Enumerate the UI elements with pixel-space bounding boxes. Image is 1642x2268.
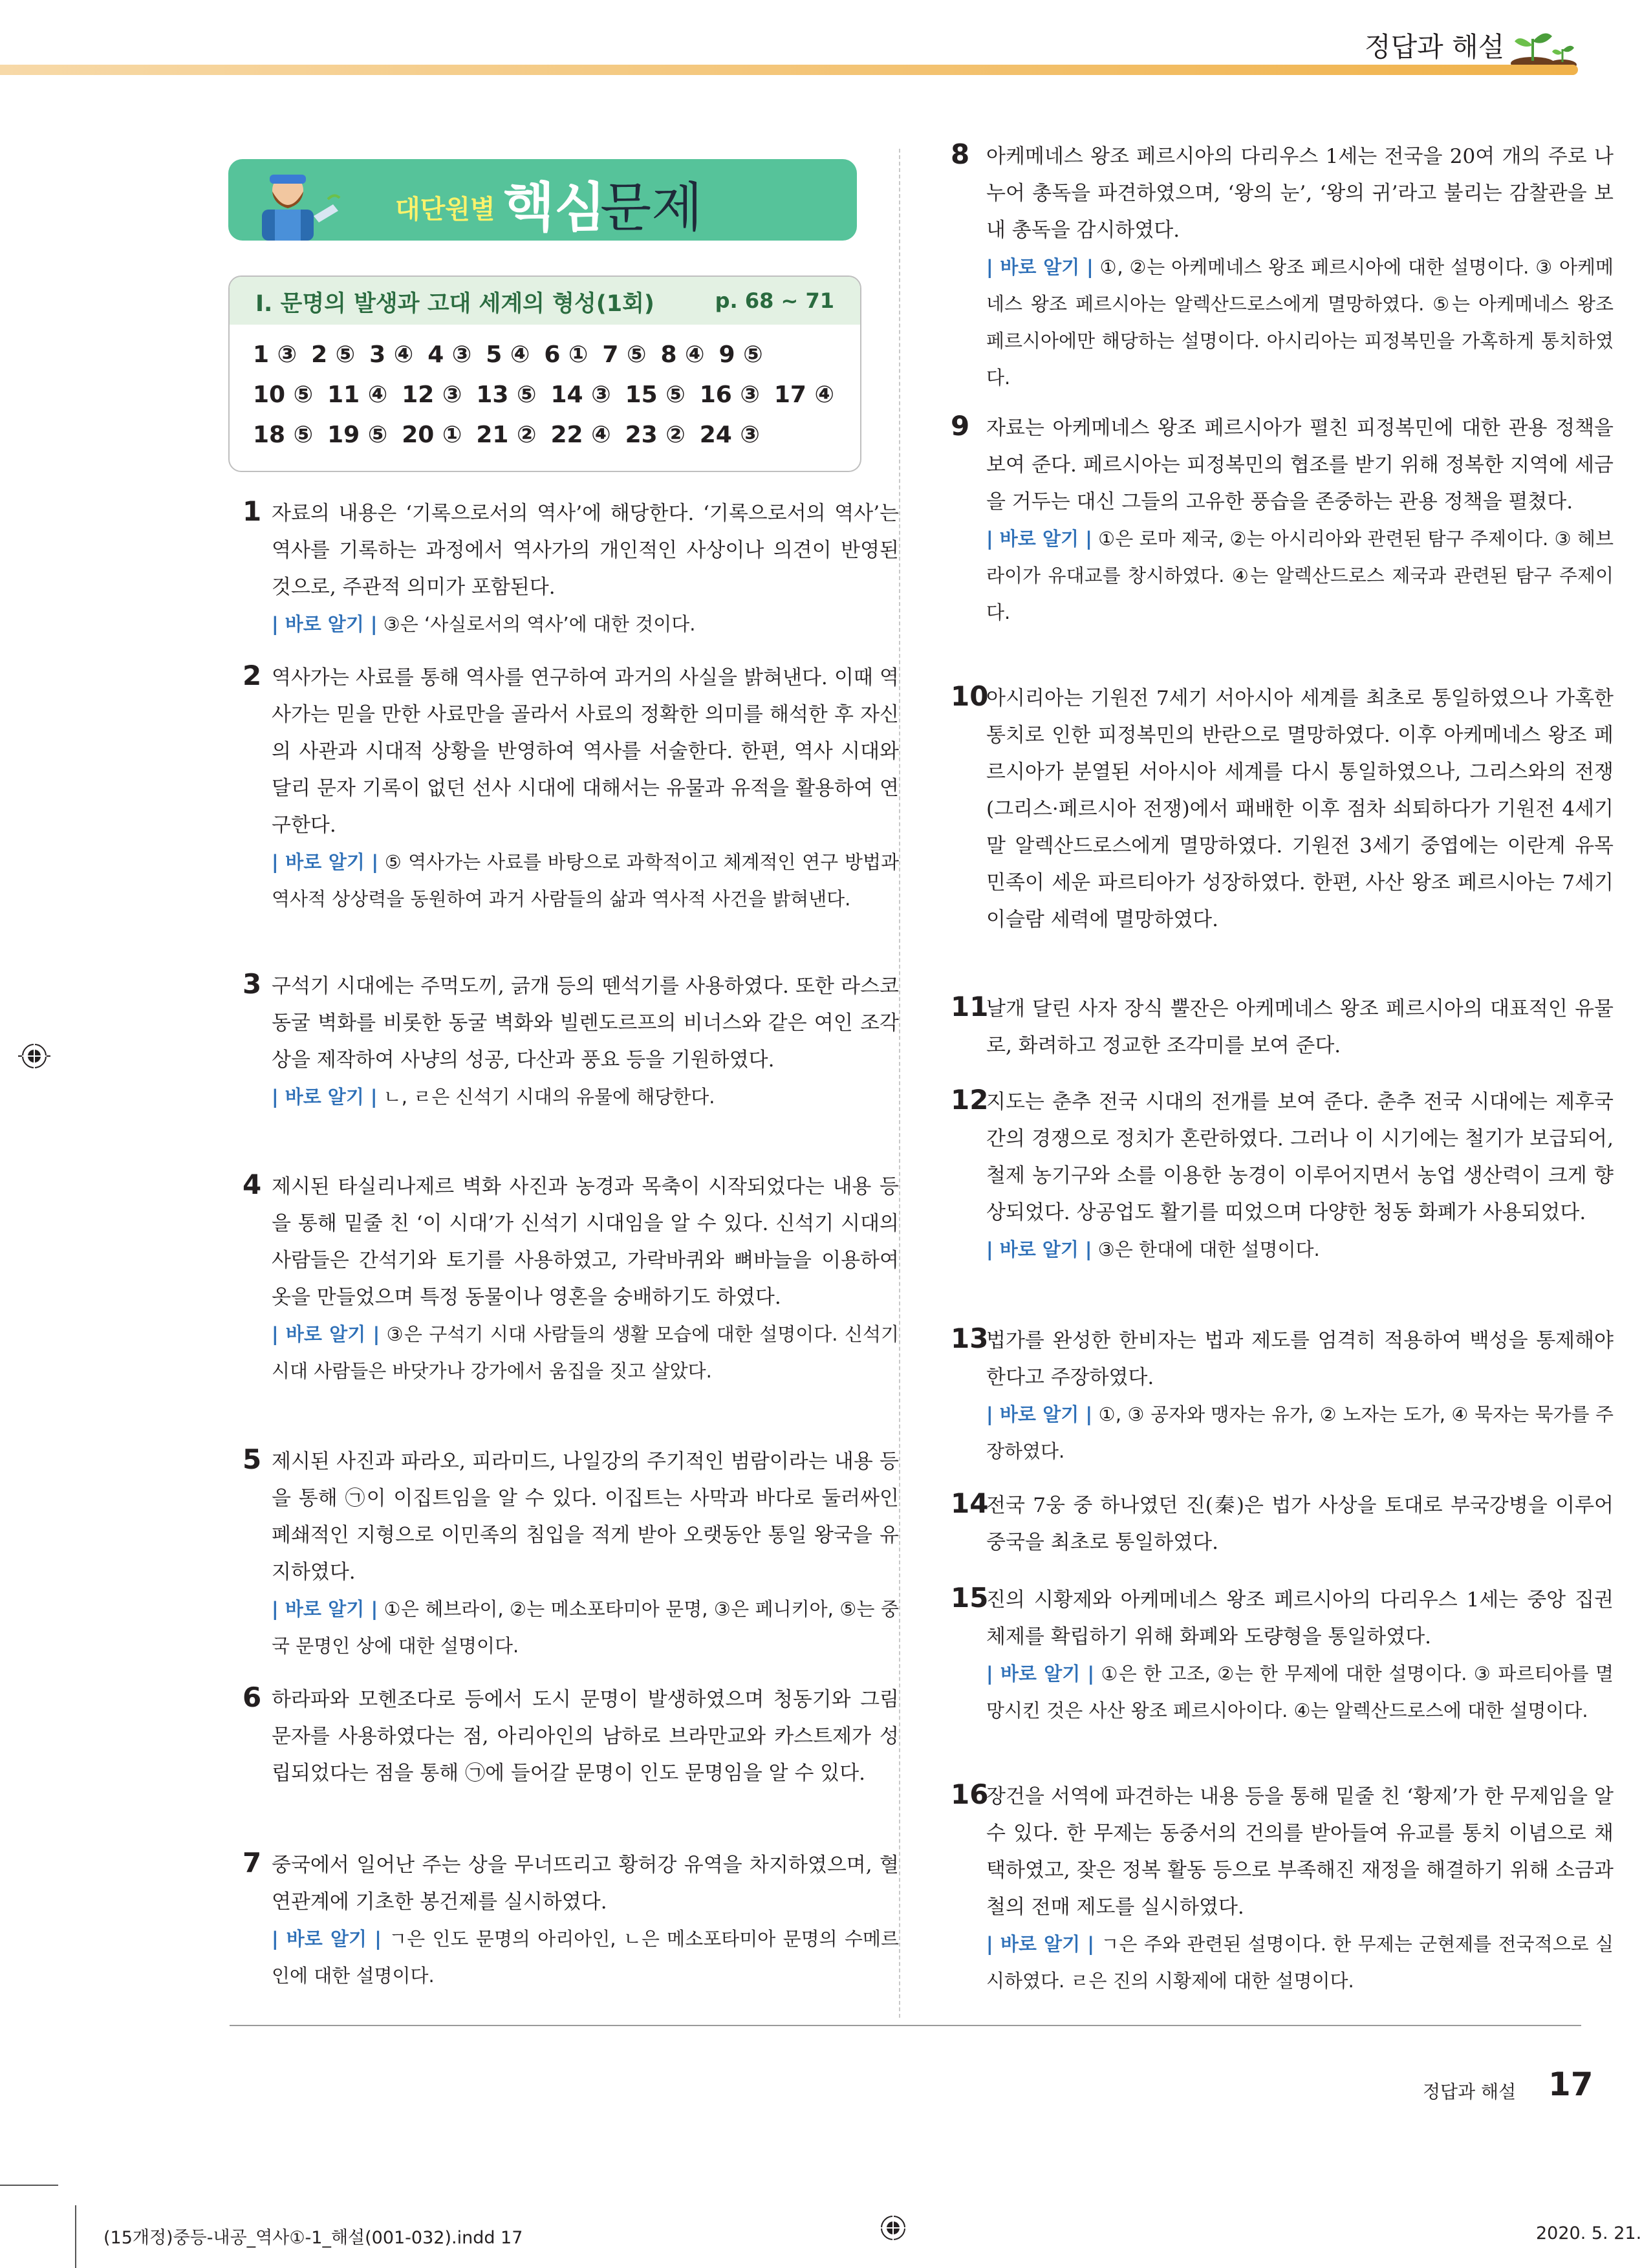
question-note [986, 1656, 1614, 1729]
answer-key-title: Ⅰ. 문명의 발생과 고대 세계의 형성(1회) [255, 291, 654, 317]
question-number: 15 [951, 1582, 989, 1614]
question-note [272, 1079, 899, 1116]
note-tag: | 바로 알기 | [986, 1663, 1095, 1685]
question-10 [951, 680, 1614, 938]
question-number: 9 [951, 410, 970, 442]
question-note [272, 844, 899, 918]
question-note [986, 1231, 1614, 1268]
question-number: 4 [243, 1169, 262, 1200]
section-banner [228, 159, 857, 241]
answer-key-header [230, 277, 860, 325]
note-text: ③은 한대에 대한 설명이다. [1097, 1238, 1320, 1260]
answer-key-item: 1 ③ [253, 341, 297, 368]
question-9 [951, 410, 1614, 631]
question-text: 구석기 시대에는 주먹도끼, 긁개 등의 뗀석기를 사용하였다. 또한 라스코 동굴 벽화를 비롯한 동굴 벽화와 빌렌도르프의 비너스와 같은 여인 조각상을 제작하여 사냥의 성공, 다산과 풍요 등을 기원하였다. [272, 975, 899, 1072]
answer-key-item: 8 ④ [660, 341, 705, 368]
question-11 [951, 991, 1614, 1064]
crop-line [0, 2185, 58, 2186]
question-note [986, 1396, 1614, 1470]
question-7 [243, 1847, 899, 1994]
question-note [986, 1926, 1614, 2000]
answer-key-item: 22 ④ [550, 422, 611, 448]
sprout-icon [1507, 19, 1578, 71]
answer-key-item: 18 ⑤ [253, 422, 314, 448]
answer-key-item: 6 ① [544, 341, 589, 368]
answer-key-item: 17 ④ [773, 382, 834, 408]
header-bar [0, 65, 1578, 75]
question-15 [951, 1582, 1614, 1729]
question-number: 14 [951, 1487, 989, 1519]
question-3 [243, 968, 899, 1116]
answer-key-item: 5 ④ [486, 341, 530, 368]
note-text: ⑤ 역사가는 사료를 바탕으로 과학적이고 체계적인 연구 방법과 역사적 상상력을 동원하여 과거 사람들의 삶과 역사적 사건을 밝혀낸다. [272, 851, 899, 910]
note-tag: | 바로 알기 | [986, 256, 1094, 278]
question-text: 중국에서 일어난 주는 상을 무너뜨리고 황허강 유역을 차지하였으며, 혈연관계에 기초한 봉건제를 실시하였다. [272, 1853, 899, 1914]
note-tag: | 바로 알기 | [272, 851, 379, 873]
question-note [272, 1921, 899, 1994]
registration-mark-icon [18, 1040, 50, 1072]
registration-mark-icon [877, 2212, 909, 2244]
note-tag: | 바로 알기 | [272, 1323, 380, 1345]
question-text: 날개 달린 사자 장식 뿔잔은 아케메네스 왕조 페르시아의 대표적인 유물로, 화려하고 정교한 조각미를 보여 준다. [986, 997, 1614, 1057]
question-16 [951, 1778, 1614, 2000]
answer-key-item: 21 ② [476, 422, 537, 448]
question-note [272, 1591, 899, 1665]
note-text: ㄱ은 주와 관련된 설명이다. 한 무제는 군현제를 전국적으로 실시하였다. ㄹ은 진의 시황제에 대한 설명이다. [986, 1933, 1614, 1992]
question-8 [951, 138, 1614, 396]
answer-key-item: 7 ⑤ [602, 341, 647, 368]
note-text: ①은 한 고조, ②는 한 무제에 대한 설명이다. ③ 파르티아를 멸망시킨 것은 사산 왕조 페르시아이다. ④는 알렉산드로스에 대한 설명이다. [986, 1663, 1614, 1722]
question-text: 지도는 춘추 전국 시대의 전개를 보여 준다. 춘추 전국 시대에는 제후국 간의 경쟁으로 정치가 혼란하였다. 그러나 이 시기에는 철기가 보급되어, 철제 농기구와 소를 이용한 농경이 이루어지면서 농업 생산력이 크게 향상되었다. 상공업도 활기를 띠었으며 다양한 청동 화폐가 사용되었다. [986, 1090, 1614, 1224]
note-text: ①, ③ 공자와 맹자는 유가, ② 노자는 도가, ④ 묵자는 묵가를 주장하였다. [986, 1403, 1614, 1462]
column-divider [899, 149, 900, 2018]
answer-key-row [253, 422, 774, 448]
question-number: 10 [951, 680, 989, 712]
question-number: 6 [243, 1681, 262, 1713]
answer-key-item: 12 ③ [402, 382, 462, 408]
note-text: ③은 구석기 시대 사람들의 생활 모습에 대한 설명이다. 신석기 시대 사람들은 바닷가나 강가에서 움집을 짓고 살았다. [272, 1323, 900, 1382]
page-number: 17 [1548, 2066, 1593, 2103]
note-text: ㄴ, ㄹ은 신석기 시대의 유물에 해당한다. [383, 1086, 715, 1108]
question-text: 제시된 타실리나제르 벽화 사진과 농경과 목축이 시작되었다는 내용 등을 통해 밑줄 친 ‘이 시대’가 신석기 시대임을 알 수 있다. 신석기 시대의 사람들은 간석기와 토기를 사용하였고, 가락바퀴와 뼈바늘을 이용하여 옷을 만들었으며 특정 동물이나 영혼을 숭배하기도 하였다. [272, 1175, 899, 1309]
question-number: 11 [951, 991, 989, 1022]
note-text: ③은 ‘사실로서의 역사’에 대한 것이다. [383, 613, 696, 635]
question-number: 2 [243, 660, 262, 691]
answer-key-item: 10 ⑤ [253, 382, 314, 408]
question-14 [951, 1487, 1614, 1561]
note-tag: | 바로 알기 | [986, 1933, 1095, 1955]
print-filename: (15개정)중등-내공_역사①-1_해설(001-032).indd 17 [103, 2228, 523, 2248]
answer-key-item: 13 ⑤ [476, 382, 537, 408]
answer-key-item: 24 ③ [699, 422, 760, 448]
question-text: 제시된 사진과 파라오, 피라미드, 나일강의 주기적인 범람이라는 내용 등을 통해 ㉠이 이집트임을 알 수 있다. 이집트는 사막과 바다로 둘러싸인 폐쇄적인 지형으로 이민족의 침입을 적게 받아 오랫동안 통일 왕국을 유지하였다. [272, 1450, 899, 1584]
question-text: 법가를 완성한 한비자는 법과 제도를 엄격히 적용하여 백성을 통제해야 한다고 주장하였다. [986, 1329, 1614, 1389]
banner-subtitle: 대단원별 [395, 195, 495, 224]
banner-title: 문제 [600, 177, 703, 239]
note-tag: | 바로 알기 | [272, 1086, 378, 1108]
question-13 [951, 1323, 1614, 1470]
note-tag: | 바로 알기 | [272, 1928, 382, 1950]
answer-key-item: 14 ③ [550, 382, 611, 408]
question-text: 장건을 서역에 파견하는 내용 등을 통해 밑줄 친 ‘황제’가 한 무제임을 알 수 있다. 한 무제는 동중서의 건의를 받아들여 유교를 통치 이념으로 채택하였고, 잦은 정복 활동 등으로 부족해진 재정을 해결하기 위해 소금과 철의 전매 제도를 실시하였다. [986, 1785, 1614, 1919]
answer-key-pages: p. 68 ~ 71 [715, 288, 834, 313]
note-tag: | 바로 알기 | [272, 1598, 378, 1620]
answer-key-row [253, 382, 848, 408]
answer-key-item: 2 ⑤ [311, 341, 356, 368]
question-number: 1 [243, 495, 262, 527]
question-number: 8 [951, 138, 970, 170]
answer-key-item: 15 ⑤ [625, 382, 686, 408]
answer-key-item: 11 ④ [327, 382, 388, 408]
banner-title-bold: 핵심 [503, 177, 606, 239]
question-number: 16 [951, 1778, 989, 1810]
question-5 [243, 1443, 900, 1665]
question-1 [243, 495, 899, 643]
answer-key-item: 3 ④ [369, 341, 414, 368]
question-note [272, 1316, 899, 1390]
answer-key-box [228, 275, 861, 472]
question-6 [243, 1681, 899, 1792]
note-text: ㄱ은 인도 문명의 아리아인, ㄴ은 메소포타미아 문명의 수메르인에 대한 설명이다. [272, 1928, 899, 1987]
print-date: 2020. 5. 21. [1536, 2223, 1642, 2243]
note-tag: | 바로 알기 | [986, 1403, 1093, 1425]
answer-key-item: 4 ③ [427, 341, 472, 368]
answer-key-item: 9 ⑤ [718, 341, 763, 368]
question-note [272, 606, 899, 643]
answer-key-item: 23 ② [625, 422, 686, 448]
note-text: ①은 헤브라이, ②는 메소포타미아 문명, ③은 페니키아, ⑤는 중국 문명인 상에 대한 설명이다. [272, 1598, 900, 1657]
question-text: 아케메네스 왕조 페르시아의 다리우스 1세는 전국을 20여 개의 주로 나누어 총독을 파견하였으며, ‘왕의 눈’, ‘왕의 귀’라고 불리는 감찰관을 보내 총독을 감시하였다. [986, 145, 1614, 242]
question-note [986, 249, 1614, 396]
question-number: 12 [951, 1084, 989, 1116]
question-text: 하라파와 모헨조다로 등에서 도시 문명이 발생하였으며 청동기와 그림 문자를 사용하였다는 점, 아리아인의 남하로 브라만교와 카스트제가 성립되었다는 점을 통해 ㉠에 들어갈 문명이 인도 문명임을 알 수 있다. [272, 1688, 899, 1785]
answer-key-item: 20 ① [402, 422, 462, 448]
note-tag: | 바로 알기 | [986, 528, 1092, 550]
question-number: 13 [951, 1323, 989, 1354]
note-tag: | 바로 알기 | [272, 613, 378, 635]
answer-key-item: 16 ③ [699, 382, 760, 408]
question-text: 아시리아는 기원전 7세기 서아시아 세계를 최초로 통일하였으나 가혹한 통치로 인한 피정복민의 반란으로 멸망하였다. 이후 아케메네스 왕조 페르시아가 분열된 서아시아 세계를 다시 통일하였으나, 그리스와의 전쟁(그리스·페르시아 전쟁)에서 패배한 이후 점차 쇠퇴하다가 기원전 4세기 말 알렉산드로스에게 멸망하였다. 기원전 3세기 중엽에는 이란계 유목 민족이 세운 파르티아가 성장하였다. 한편, 사산 왕조 페르시아는 7세기 이슬람 세력에 멸망하였다. [986, 687, 1614, 931]
question-text: 자료는 아케메네스 왕조 페르시아가 펼친 피정복민에 대한 관용 정책을 보여 준다. 페르시아는 피정복민의 협조를 받기 위해 정복한 지역에 세금을 거두는 대신 그들의 고유한 풍습을 존중하는 관용 정책을 펼쳤다. [986, 416, 1614, 513]
question-text: 역사가는 사료를 통해 역사를 연구하여 과거의 사실을 밝혀낸다. 이때 역사가는 믿을 만한 사료만을 골라서 사료의 정확한 의미를 해석한 후 자신의 사관과 시대적 상황을 반영하여 역사를 서술한다. 한편, 역사 시대와 달리 문자 기록이 없던 선사 시대에 대해서는 유물과 유적을 활용하여 연구한다. [272, 666, 899, 837]
answer-key-item: 19 ⑤ [327, 422, 388, 448]
footer-label: 정답과 해설 [1423, 2081, 1517, 2102]
question-4 [243, 1169, 900, 1390]
note-text: ①은 로마 제국, ②는 아시리아와 관련된 탐구 주제이다. ③ 헤브라이가 유대교를 창시하였다. ④는 알렉산드로스 제국과 관련된 탐구 주제이다. [986, 528, 1614, 623]
question-number: 3 [243, 968, 262, 1000]
note-tag: | 바로 알기 | [986, 1238, 1092, 1260]
question-number: 7 [243, 1847, 262, 1879]
question-text: 진의 시황제와 아케메네스 왕조 페르시아의 다리우스 1세는 중앙 집권 체제를 확립하기 위해 화폐와 도량형을 통일하였다. [986, 1588, 1614, 1648]
farmer-illustration-icon [243, 159, 346, 241]
question-12 [951, 1084, 1614, 1268]
question-text: 자료의 내용은 ‘기록으로서의 역사’에 해당한다. ‘기록으로서의 역사’는 역사를 기록하는 과정에서 역사가의 개인적인 사상이나 의견이 반영된 것으로, 주관적 의미가 포함된다. [272, 502, 899, 599]
answer-key-row [253, 341, 777, 368]
crop-line [75, 2205, 76, 2268]
question-text: 전국 7웅 중 하나였던 진(秦)은 법가 사상을 토대로 부국강병을 이루어 중국을 최초로 통일하였다. [986, 1494, 1614, 1554]
running-header-title: 정답과 해설 [1365, 31, 1505, 63]
question-2 [243, 660, 899, 918]
bottom-rule [230, 2025, 1581, 2026]
question-number: 5 [243, 1443, 262, 1475]
note-text: ①, ②는 아케메네스 왕조 페르시아에 대한 설명이다. ③ 아케메네스 왕조 페르시아는 알렉산드로스에게 멸망하였다. ⑤는 아케메네스 왕조 페르시아에만 해당하는 설명이다. 아시리아는 피정복민을 가혹하게 통치하였다. [986, 256, 1614, 389]
question-note [986, 521, 1614, 631]
